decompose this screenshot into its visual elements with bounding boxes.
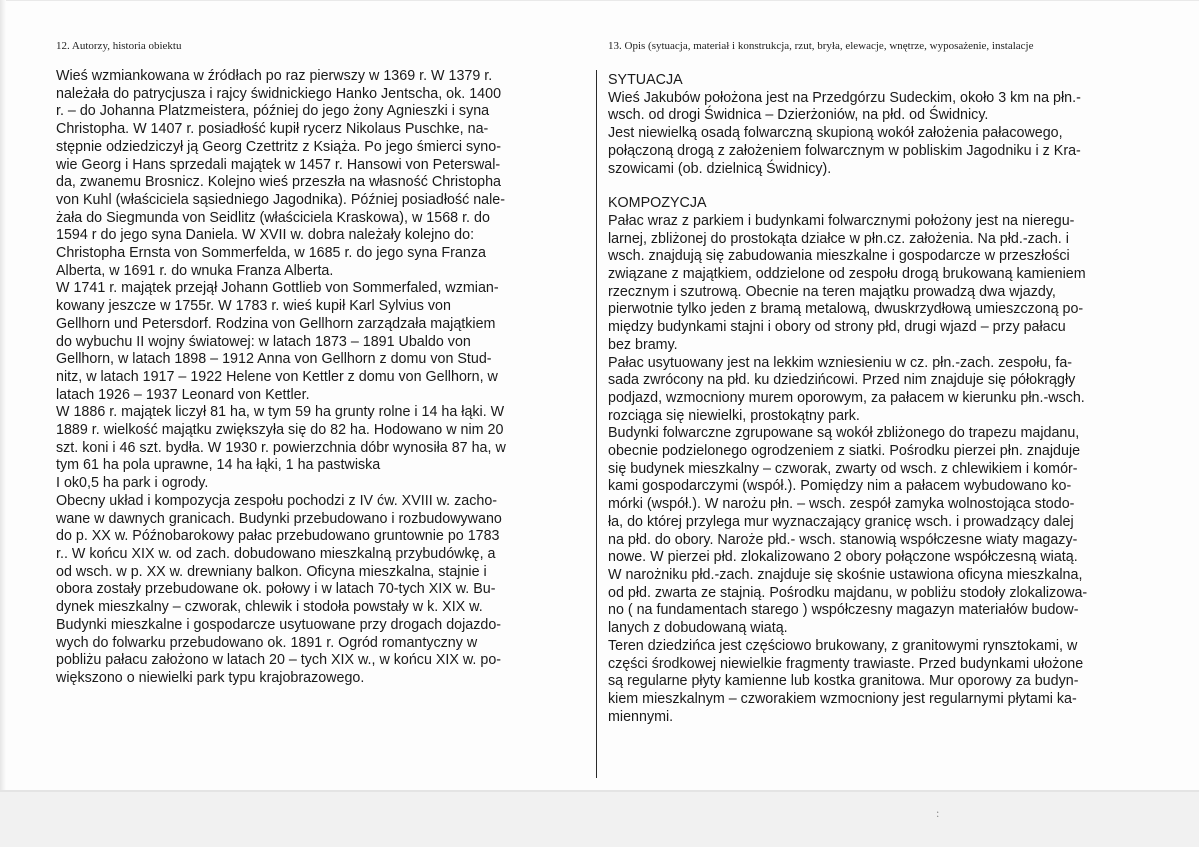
text-line: dynek mieszkalny – czworak, chlewik i stodoła powstały w k. XIX w. xyxy=(56,599,483,616)
scan-speck: : xyxy=(936,806,940,820)
text-line: latach 1926 – 1937 Leonard von Kettler. xyxy=(56,386,310,403)
text-line: r. – do Johanna Platzmeistera, później do jego żony Agnieszki i syna xyxy=(56,103,490,120)
section-gap xyxy=(608,178,1144,195)
text-line: mórki (współ.). W narożu płn. – wsch. zespół zamyka wolnostojąca stodo- xyxy=(608,496,1075,513)
text-line: nitz, w latach 1917 – 1922 Helene von Kettler z domu von Gellhorn, w xyxy=(56,368,498,385)
text-line: 1889 r. wielkość majątku zwiększyła się do 82 ha. Hodowano w nim 20 xyxy=(56,422,504,439)
text-line: związane z majątkiem, oddzielone od zespołu drogą brukowaną kamieniem xyxy=(608,266,1086,283)
text-line: sada zwrócony na płd. ku dziedzińcowi. Przed nim znajduje się półokrągły xyxy=(608,372,1076,389)
text-line: da, zwanemu Brosnicz. Kolejno wieś przeszła na własność Christopha xyxy=(56,174,502,191)
text-line: od wsch. w p. XX w. drewniany balkon. Oficyna mieszkalna, stajnie i xyxy=(56,563,487,580)
text-line: W 1886 r. majątek liczył 81 ha, w tym 59 ha grunty rolne i 14 ha łąki. W xyxy=(56,404,505,421)
text-line: Budynki folwarczne zgrupowane są wokół zbliżonego do trapezu majdanu, xyxy=(608,425,1080,442)
text-line: Alberta, w 1691 r. do wnuka Franza Alberta. xyxy=(56,262,334,279)
text-line: od płd. zwarta ze stajnią. Pośrodku majdanu, w pobliżu stodoły zlokalizowa- xyxy=(608,584,1088,601)
text-line: 1594 r do jego syna Daniela. W XVII w. dobra należały kolejno do: xyxy=(56,227,475,244)
text-line: na płd. do obory. Naroże płd.- wsch. stanowią współczesne wiaty magazy- xyxy=(608,531,1078,548)
text-line: wie Georg i Hans sprzedali majątek w 1457 r. Hansowi von Peterswal- xyxy=(56,156,501,173)
section-heading-kompozycja: KOMPOZYCJA xyxy=(608,195,707,212)
text-line: większono o niewielki park typu krajobrazowego. xyxy=(56,669,365,686)
text-line: rozciąga się niewielki, prostokątny park. xyxy=(608,407,860,424)
text-line: Gellhorn, w latach 1898 – 1912 Anna von Gellhorn z domu von Stud- xyxy=(56,351,492,368)
scanner-bed-margin xyxy=(0,790,1199,847)
text-line: do wybuchu II wojny światowej: w latach 1873 – 1891 Ubaldo von xyxy=(56,333,471,350)
section-body-sytuacja xyxy=(608,90,1144,179)
text-line: larnej, zbliżonej do prostokąta działce w płn.cz. założenia. Na płd.-zach. i xyxy=(608,230,1069,247)
text-line: są regularne płyty kamienne lub kostka granitowa. Mur oporowy za budyn- xyxy=(608,673,1079,690)
text-line: szowicami (ob. dzielnicą Świdnicy). xyxy=(608,160,832,177)
text-line: szt. koni i 46 szt. bydła. W 1930 r. powierzchnia dóbr wynosiła 87 ha, w xyxy=(56,439,506,456)
text-line: nowe. W pierzei płd. zlokalizowano 2 obory połączone współczesną wiatą. xyxy=(608,549,1078,566)
text-line: się budynek mieszkalny – czworak, zwarty od wsch. z chlewikiem i komór- xyxy=(608,460,1078,477)
text-line: Christopha Ernsta von Sommerfelda, w 1685 r. do jego syna Franza xyxy=(56,245,486,262)
text-line: wych do folwarku przebudowano ok. 1891 r. Ogród romantyczny w xyxy=(56,634,478,651)
left-page-header: 12. Autorzy, historia obiektu xyxy=(56,40,182,52)
section-body-kompozycja xyxy=(608,213,1144,726)
text-line: no ( na fundamentach starego ) współczesny magazyn materiałów budow- xyxy=(608,602,1079,619)
text-line: do p. XX w. Późnobarokowy pałac przebudowano gruntownie po 1783 xyxy=(56,528,500,545)
text-line: tym 61 ha pola uprawne, 14 ha łąki, 1 ha pastwiska xyxy=(56,457,381,474)
text-line: Obecny układ i kompozycja zespołu pochodzi z IV ćw. XVIII w. zacho- xyxy=(56,492,498,509)
text-line: Pałac wraz z parkiem i budynkami folwarcznymi położony jest na nieregu- xyxy=(608,212,1075,229)
text-line: Christopha. W 1407 r. posiadłość kupił rycerz Nikolaus Puschke, na- xyxy=(56,121,489,138)
text-line: obecnie podzielonego ogrodzeniem z siatki. Pośrodku pierzei płn. znajduje xyxy=(608,443,1081,460)
right-page-header: 13. Opis (sytuacja, materiał i konstrukcja, rzut, bryła, elewacje, wnętrze, wyposażenie, instalacje xyxy=(608,40,1034,52)
text-line: stępnie odziedziczył ją Georg Czettritz z Książa. Po jego śmierci syno- xyxy=(56,138,501,155)
text-line: I ok0,5 ha park i ogrody. xyxy=(56,475,209,492)
text-line: Teren dziedzińca jest częściowo brukowany, z granitowymi rynsztokami, w xyxy=(608,637,1078,654)
text-line: ła, do której przylega mur wyznaczający granicę wsch. i prowadzący dalej xyxy=(608,513,1074,530)
text-line: Gellhorn und Petersdorf. Rodzina von Gellhorn zarządzała majątkiem xyxy=(56,315,496,332)
text-line: lanych z dobudowaną wiatą. xyxy=(608,620,788,637)
text-line: kowany jeszcze w 1755r. W 1783 r. wieś kupił Karl Sylvius von xyxy=(56,298,451,315)
text-line: W 1741 r. majątek przejął Johann Gottlieb von Sommerfaled, wzmian- xyxy=(56,280,499,297)
text-line: pierwotnie tylko jeden z bramą metalową, dwuskrzydłową umieszczoną po- xyxy=(608,301,1084,318)
text-line: bez bramy. xyxy=(608,336,678,353)
text-line: Wieś wzmiankowana w źródłach po raz pierwszy w 1369 r. W 1379 r. xyxy=(56,68,493,84)
text-line: podjazd, wzmocniony murem oporowym, za pałacem w kierunku płn.-wsch. xyxy=(608,389,1085,406)
text-line: należała do patrycjusza i rajcy świdnickiego Hanko Jentscha, ok. 1400 xyxy=(56,85,502,102)
text-line: wsch. od drogi Świdnica – Dzierżoniów, na płd. od Świdnicy. xyxy=(608,107,989,124)
text-line: von Kuhl (właściciela sąsiedniego Jagodnika). Później posiadłość nale- xyxy=(56,191,506,208)
text-line: obora zostały przebudowane ok. połowy i w latach 70-tych XIX w. Bu- xyxy=(56,581,496,598)
text-line: między budynkami stajni i obory od strony płd, drugi wjazd – przy pałacu xyxy=(608,319,1066,336)
text-line: wsch. znajdują się zabudowania mieszkalne i gospodarcze w przeszłości xyxy=(608,248,1070,265)
text-line: Budynki mieszkalne i gospodarcze usytuowane przy drogach dojazdo- xyxy=(56,616,502,633)
section-heading-sytuacja: SYTUACJA xyxy=(608,72,683,88)
text-line: Pałac usytuowany jest na lekkim wzniesieniu w cz. płn.-zach. zespołu, fa- xyxy=(608,354,1073,371)
text-line: części środkowej niewielkie fragmenty trawiaste. Przed budynkami ułożone xyxy=(608,655,1084,672)
column-divider xyxy=(596,70,597,778)
left-page-body xyxy=(56,68,562,688)
text-line: Jest niewielką osadą folwarczną skupioną wokół założenia pałacowego, xyxy=(608,125,1063,142)
text-line: W narożniku płd.-zach. znajduje się skośnie ustawiona oficyna mieszkalna, xyxy=(608,566,1083,583)
text-line: miennymi. xyxy=(608,708,674,725)
right-page-body xyxy=(608,72,1144,726)
text-line: Wieś Jakubów położona jest na Przedgórzu Sudeckim, około 3 km na płn.- xyxy=(608,89,1081,106)
text-line: kami gospodarczymi (współ.). Pomiędzy nim a pałacem wybudowano ko- xyxy=(608,478,1072,495)
scan-edge-shadow xyxy=(0,0,6,798)
text-line: pobliżu pałacu założono w latach 20 – tych XIX w., w końcu XIX w. po- xyxy=(56,652,502,669)
text-line: połączoną drogą z założeniem folwarcznym w pobliskim Jagodniku i z Kra- xyxy=(608,142,1081,159)
text-line: r.. W końcu XIX w. od zach. dobudowano mieszkalną przybudówkę, a xyxy=(56,545,496,562)
text-line: kiem mieszkalnym – czworakiem wzmocniony jest regularnymi płytami ka- xyxy=(608,690,1077,707)
text-line: żała do Siegmunda von Seidlitz (właściciela Kraskowa), w 1568 r. do xyxy=(56,209,490,226)
text-line: wane w dawnych granicach. Budynki przebudowano i rozbudowywano xyxy=(56,510,502,527)
text-line: rzecznym i szutrową. Obecnie na teren majątku prowadzą dwa wjazdy, xyxy=(608,283,1056,300)
